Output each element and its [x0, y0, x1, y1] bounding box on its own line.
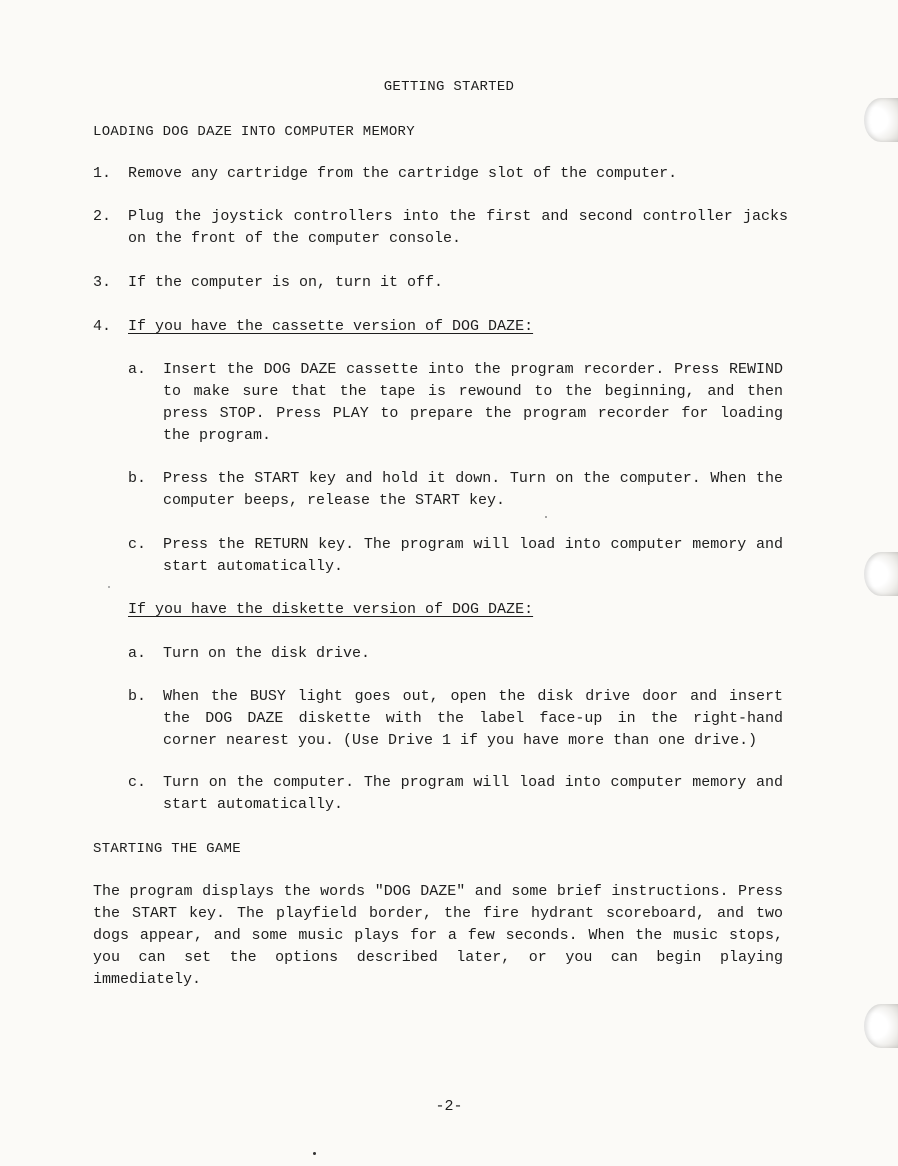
starting-paragraph: The program displays the words "DOG DAZE" and some brief instructions. Press the START key. The playfield border, the fire hydrant scoreboard, and two dogs appear, and some music plays for a few seconds. When the music stops, you can set the options described later, or you can begin playing immediately. [93, 883, 783, 988]
binder-hole-decoration [864, 552, 898, 596]
step-text: Remove any cartridge from the cartridge slot of the computer. [128, 165, 678, 182]
step-number: 2. [93, 208, 112, 225]
step-number: 4. [93, 318, 112, 335]
step-text: Plug the joystick controllers into the first and second controller jacks on the front of the computer console. [128, 208, 788, 247]
page-title: GETTING STARTED [383, 79, 515, 95]
step-number: 1. [93, 165, 112, 182]
substep-letter: c. [128, 536, 147, 553]
page-number: -2- [435, 1098, 463, 1115]
substep-text: Press the RETURN key. The program will load into computer memory and start automatically. [163, 536, 783, 575]
step-text: If the computer is on, turn it off. [128, 274, 444, 291]
substep-letter: b. [128, 688, 147, 705]
section-heading-loading: LOADING DOG DAZE INTO COMPUTER MEMORY [93, 124, 415, 140]
cassette-heading: If you have the cassette version of DOG DAZE: [128, 318, 534, 335]
scan-speck-decoration [545, 516, 547, 518]
scan-speck-decoration [313, 1152, 316, 1155]
substep-letter: a. [128, 645, 147, 662]
substep-text: When the BUSY light goes out, open the disk drive door and insert the DOG DAZE diskette with the label face-up in the right-hand corner nearest you. (Use Drive 1 if you have more than one drive.) [163, 688, 783, 749]
binder-hole-decoration [864, 98, 898, 142]
substep-letter: b. [128, 470, 147, 487]
section-heading-starting: STARTING THE GAME [93, 841, 241, 857]
scan-speck-decoration [108, 586, 110, 588]
substep-text: Turn on the computer. The program will load into computer memory and start automatically. [163, 774, 783, 813]
substep-letter: c. [128, 774, 147, 791]
substep-letter: a. [128, 361, 147, 378]
diskette-heading: If you have the diskette version of DOG DAZE: [128, 601, 534, 618]
substep-text: Insert the DOG DAZE cassette into the program recorder. Press REWIND to make sure that the tape is rewound to the beginning, and then press STOP. Press PLAY to prepare the program recorder for loading the program. [163, 361, 783, 444]
step-number: 3. [93, 274, 112, 291]
substep-text: Press the START key and hold it down. Turn on the computer. When the computer beeps, release the START key. [163, 470, 783, 509]
binder-hole-decoration [864, 1004, 898, 1048]
substep-text: Turn on the disk drive. [163, 645, 371, 662]
